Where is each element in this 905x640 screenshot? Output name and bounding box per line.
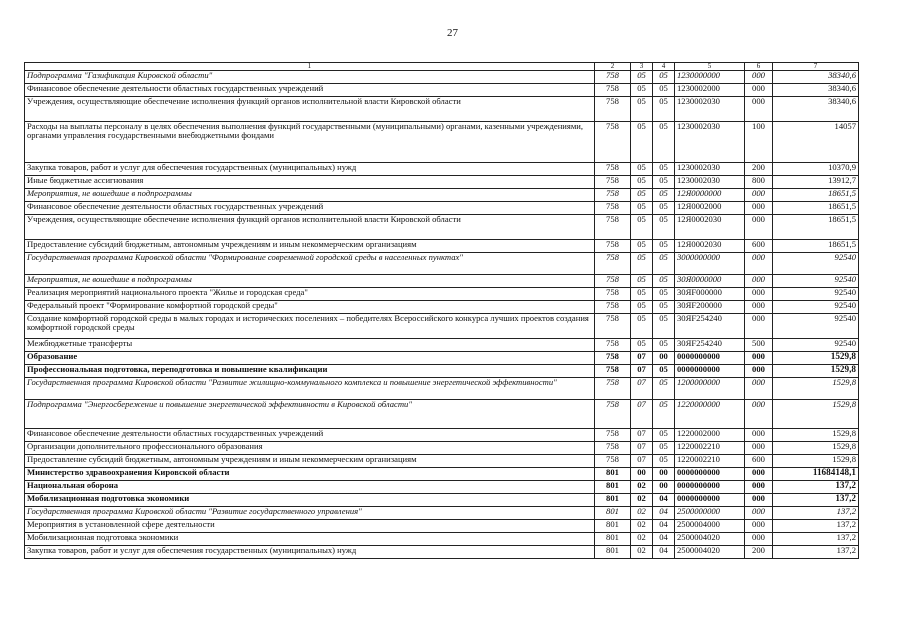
row-subsection-cell: 05 (653, 429, 675, 442)
table-row (25, 533, 859, 546)
row-code-cell: 758 (595, 378, 631, 400)
row-section-cell: 07 (631, 352, 653, 365)
row-name-cell: Мероприятия, не вошедшие в подпрограммы (25, 275, 595, 288)
row-amount-cell: 1529,8 (773, 352, 859, 365)
row-code-cell: 758 (595, 202, 631, 215)
row-name-cell: Финансовое обеспечение деятельности областных государственных учреждений (25, 429, 595, 442)
row-code-cell: 758 (595, 215, 631, 240)
row-target-cell: 30ЯF200000 (675, 301, 745, 314)
row-subsection-cell: 04 (653, 520, 675, 533)
row-name-cell: Мероприятия, не вошедшие в подпрограммы (25, 189, 595, 202)
row-amount-cell: 18651,5 (773, 202, 859, 215)
row-subsection-cell: 05 (653, 202, 675, 215)
row-code-cell: 758 (595, 176, 631, 189)
table-row (25, 507, 859, 520)
row-section-cell: 07 (631, 378, 653, 400)
row-subsection-cell: 05 (653, 176, 675, 189)
row-subsection-cell: 05 (653, 400, 675, 429)
table-row (25, 97, 859, 122)
row-expense-type-cell: 600 (745, 455, 773, 468)
row-subsection-cell: 05 (653, 97, 675, 122)
row-subsection-cell: 05 (653, 189, 675, 202)
header-row (25, 63, 859, 71)
row-code-cell: 801 (595, 507, 631, 520)
row-expense-type-cell: 000 (745, 429, 773, 442)
table-row (25, 468, 859, 481)
row-code-cell: 758 (595, 314, 631, 339)
row-expense-type-cell: 000 (745, 352, 773, 365)
row-section-cell: 05 (631, 288, 653, 301)
row-target-cell: 12Я0002000 (675, 202, 745, 215)
row-expense-type-cell: 100 (745, 122, 773, 163)
row-target-cell: 0000000000 (675, 481, 745, 494)
header-cell: 3 (631, 63, 653, 71)
row-target-cell: 30ЯF254240 (675, 339, 745, 352)
row-target-cell: 30Я0000000 (675, 275, 745, 288)
row-code-cell: 758 (595, 365, 631, 378)
row-target-cell: 12Я0002030 (675, 240, 745, 253)
table-row (25, 240, 859, 253)
table-row (25, 253, 859, 275)
row-target-cell: 1230000000 (675, 71, 745, 84)
row-section-cell: 05 (631, 163, 653, 176)
row-section-cell: 05 (631, 275, 653, 288)
row-amount-cell: 137,2 (773, 533, 859, 546)
row-amount-cell: 14057 (773, 122, 859, 163)
row-section-cell: 05 (631, 253, 653, 275)
row-target-cell: 12Я0002030 (675, 215, 745, 240)
row-code-cell: 758 (595, 253, 631, 275)
row-section-cell: 02 (631, 546, 653, 559)
row-name-cell: Национальная оборона (25, 481, 595, 494)
row-name-cell: Предоставление субсидий бюджетным, автономным учреждениям и иным некоммерческим организациям (25, 455, 595, 468)
row-amount-cell: 137,2 (773, 546, 859, 559)
row-name-cell: Федеральный проект "Формирование комфортной городской среды" (25, 301, 595, 314)
row-amount-cell: 13912,7 (773, 176, 859, 189)
row-target-cell: 1220000000 (675, 400, 745, 429)
row-amount-cell: 92540 (773, 253, 859, 275)
row-name-cell: Финансовое обеспечение деятельности областных государственных учреждений (25, 84, 595, 97)
row-section-cell: 05 (631, 97, 653, 122)
header-cell: 6 (745, 63, 773, 71)
row-amount-cell: 38340,6 (773, 97, 859, 122)
row-section-cell: 02 (631, 481, 653, 494)
row-subsection-cell: 05 (653, 84, 675, 97)
row-expense-type-cell: 000 (745, 97, 773, 122)
row-name-cell: Предоставление субсидий бюджетным, автономным учреждениям и иным некоммерческим организациям (25, 240, 595, 253)
row-target-cell: 1230002030 (675, 122, 745, 163)
row-amount-cell: 137,2 (773, 507, 859, 520)
row-expense-type-cell: 000 (745, 365, 773, 378)
row-expense-type-cell: 600 (745, 240, 773, 253)
row-section-cell: 07 (631, 442, 653, 455)
row-expense-type-cell: 000 (745, 481, 773, 494)
row-target-cell: 30ЯF000000 (675, 288, 745, 301)
row-expense-type-cell: 000 (745, 253, 773, 275)
row-name-cell: Организации дополнительного профессионального образования (25, 442, 595, 455)
row-amount-cell: 10370,9 (773, 163, 859, 176)
row-name-cell: Профессиональная подготовка, переподготовка и повышение квалификации (25, 365, 595, 378)
table-row (25, 546, 859, 559)
row-section-cell: 02 (631, 507, 653, 520)
row-name-cell: Закупка товаров, работ и услуг для обеспечения государственных (муниципальных) нужд (25, 163, 595, 176)
table-row (25, 455, 859, 468)
row-subsection-cell: 04 (653, 533, 675, 546)
row-expense-type-cell: 000 (745, 468, 773, 481)
row-name-cell: Подпрограмма "Газификация Кировской области" (25, 71, 595, 84)
row-code-cell: 758 (595, 275, 631, 288)
row-subsection-cell: 05 (653, 378, 675, 400)
row-expense-type-cell: 000 (745, 288, 773, 301)
row-amount-cell: 1529,8 (773, 455, 859, 468)
row-name-cell: Учреждения, осуществляющие обеспечение исполнения функций органов исполнительной власти Кировской области (25, 215, 595, 240)
row-code-cell: 801 (595, 494, 631, 507)
table-row (25, 288, 859, 301)
row-section-cell: 02 (631, 520, 653, 533)
row-target-cell: 1230002030 (675, 176, 745, 189)
table-row (25, 400, 859, 429)
row-section-cell: 05 (631, 215, 653, 240)
header-cell: 7 (773, 63, 859, 71)
table-row (25, 71, 859, 84)
table-row (25, 442, 859, 455)
row-name-cell: Расходы на выплаты персоналу в целях обеспечения выполнения функций государственными (муниципальными) органами, казенными учреждениями, органами управления государственными внебюджетными фондами (25, 122, 595, 163)
row-code-cell: 801 (595, 546, 631, 559)
row-code-cell: 758 (595, 429, 631, 442)
row-expense-type-cell: 800 (745, 176, 773, 189)
table-row (25, 122, 859, 163)
row-amount-cell: 92540 (773, 275, 859, 288)
row-amount-cell: 1529,8 (773, 429, 859, 442)
row-target-cell: 1200000000 (675, 378, 745, 400)
row-target-cell: 2500004020 (675, 533, 745, 546)
row-amount-cell: 1529,8 (773, 365, 859, 378)
row-target-cell: 0000000000 (675, 365, 745, 378)
row-expense-type-cell: 000 (745, 520, 773, 533)
row-name-cell: Иные бюджетные ассигнования (25, 176, 595, 189)
row-section-cell: 05 (631, 202, 653, 215)
row-expense-type-cell: 000 (745, 400, 773, 429)
table-row (25, 520, 859, 533)
row-name-cell: Закупка товаров, работ и услуг для обеспечения государственных (муниципальных) нужд (25, 546, 595, 559)
row-amount-cell: 92540 (773, 301, 859, 314)
row-name-cell: Подпрограмма "Энергосбережение и повышение энергетической эффективности в Кировской области" (25, 400, 595, 429)
row-name-cell: Государственная программа Кировской области "Развитие жилищно-коммунального комплекса и повышение энергетической эффективности" (25, 378, 595, 400)
row-expense-type-cell: 000 (745, 314, 773, 339)
table-row (25, 84, 859, 97)
row-code-cell: 801 (595, 533, 631, 546)
row-name-cell: Государственная программа Кировской области "Формирование современной городской среды в населенных пунктах" (25, 253, 595, 275)
row-code-cell: 758 (595, 288, 631, 301)
row-subsection-cell: 04 (653, 546, 675, 559)
row-section-cell: 07 (631, 455, 653, 468)
row-amount-cell: 92540 (773, 339, 859, 352)
row-amount-cell: 92540 (773, 314, 859, 339)
row-name-cell: Мобилизационная подготовка экономики (25, 494, 595, 507)
row-name-cell: Создание комфортной городской среды в малых городах и исторических поселениях – победителях Всероссийского конкурса лучших проектов создания комфортной городской среды (25, 314, 595, 339)
row-subsection-cell: 05 (653, 122, 675, 163)
row-section-cell: 07 (631, 429, 653, 442)
row-subsection-cell: 05 (653, 71, 675, 84)
row-expense-type-cell: 000 (745, 84, 773, 97)
row-code-cell: 758 (595, 189, 631, 202)
table-row (25, 365, 859, 378)
row-amount-cell: 137,2 (773, 481, 859, 494)
row-name-cell: Реализация мероприятий национального проекта "Жилье и городская среда" (25, 288, 595, 301)
row-subsection-cell: 00 (653, 352, 675, 365)
row-code-cell: 801 (595, 520, 631, 533)
table-row (25, 378, 859, 400)
row-section-cell: 05 (631, 240, 653, 253)
row-section-cell: 05 (631, 301, 653, 314)
table-row (25, 176, 859, 189)
row-subsection-cell: 05 (653, 288, 675, 301)
row-subsection-cell: 05 (653, 442, 675, 455)
row-subsection-cell: 05 (653, 455, 675, 468)
row-expense-type-cell: 500 (745, 339, 773, 352)
row-amount-cell: 137,2 (773, 494, 859, 507)
budget-table (24, 62, 859, 559)
row-target-cell: 0000000000 (675, 494, 745, 507)
table-row (25, 202, 859, 215)
row-section-cell: 05 (631, 176, 653, 189)
row-target-cell: 1220002210 (675, 442, 745, 455)
row-name-cell: Учреждения, осуществляющие обеспечение исполнения функций органов исполнительной власти Кировской области (25, 97, 595, 122)
row-code-cell: 758 (595, 122, 631, 163)
row-amount-cell: 38340,6 (773, 84, 859, 97)
row-section-cell: 05 (631, 189, 653, 202)
row-target-cell: 30ЯF254240 (675, 314, 745, 339)
table-row (25, 189, 859, 202)
row-name-cell: Мобилизационная подготовка экономики (25, 533, 595, 546)
row-section-cell: 00 (631, 468, 653, 481)
table-row (25, 429, 859, 442)
row-section-cell: 07 (631, 365, 653, 378)
row-code-cell: 758 (595, 339, 631, 352)
row-subsection-cell: 04 (653, 494, 675, 507)
row-subsection-cell: 05 (653, 240, 675, 253)
row-expense-type-cell: 000 (745, 189, 773, 202)
row-subsection-cell: 00 (653, 481, 675, 494)
row-subsection-cell: 05 (653, 314, 675, 339)
row-amount-cell: 1529,8 (773, 400, 859, 429)
table-row (25, 314, 859, 339)
row-expense-type-cell: 200 (745, 546, 773, 559)
header-cell: 4 (653, 63, 675, 71)
row-amount-cell: 11684148,1 (773, 468, 859, 481)
row-target-cell: 2500004020 (675, 546, 745, 559)
row-amount-cell: 18651,5 (773, 215, 859, 240)
row-expense-type-cell: 000 (745, 378, 773, 400)
row-code-cell: 801 (595, 481, 631, 494)
row-code-cell: 758 (595, 442, 631, 455)
header-cell: 5 (675, 63, 745, 71)
row-subsection-cell: 05 (653, 275, 675, 288)
row-section-cell: 05 (631, 84, 653, 97)
row-subsection-cell: 05 (653, 339, 675, 352)
row-target-cell: 3000000000 (675, 253, 745, 275)
row-subsection-cell: 00 (653, 468, 675, 481)
row-expense-type-cell: 000 (745, 301, 773, 314)
row-target-cell: 1220002210 (675, 455, 745, 468)
row-code-cell: 758 (595, 97, 631, 122)
row-section-cell: 05 (631, 339, 653, 352)
table-row (25, 352, 859, 365)
row-target-cell: 12Я0000000 (675, 189, 745, 202)
row-amount-cell: 38340,6 (773, 71, 859, 84)
row-code-cell: 758 (595, 163, 631, 176)
row-section-cell: 02 (631, 494, 653, 507)
row-expense-type-cell: 000 (745, 71, 773, 84)
row-target-cell: 1230002030 (675, 163, 745, 176)
row-code-cell: 758 (595, 301, 631, 314)
row-expense-type-cell: 000 (745, 494, 773, 507)
row-expense-type-cell: 000 (745, 533, 773, 546)
row-subsection-cell: 05 (653, 215, 675, 240)
row-target-cell: 1220002000 (675, 429, 745, 442)
row-section-cell: 07 (631, 400, 653, 429)
table-row (25, 481, 859, 494)
row-name-cell: Государственная программа Кировской области "Развитие государственного управления" (25, 507, 595, 520)
row-target-cell: 0000000000 (675, 352, 745, 365)
row-expense-type-cell: 000 (745, 202, 773, 215)
row-section-cell: 05 (631, 122, 653, 163)
row-code-cell: 758 (595, 84, 631, 97)
table-row (25, 339, 859, 352)
row-subsection-cell: 05 (653, 301, 675, 314)
row-name-cell: Финансовое обеспечение деятельности областных государственных учреждений (25, 202, 595, 215)
header-cell: 2 (595, 63, 631, 71)
page-number: 27 (447, 27, 458, 39)
row-name-cell: Министерство здравоохранения Кировской области (25, 468, 595, 481)
row-target-cell: 2500000000 (675, 507, 745, 520)
row-section-cell: 02 (631, 533, 653, 546)
row-name-cell: Мероприятия в установленной сфере деятельности (25, 520, 595, 533)
row-expense-type-cell: 000 (745, 442, 773, 455)
row-code-cell: 758 (595, 400, 631, 429)
table-row (25, 163, 859, 176)
row-subsection-cell: 05 (653, 163, 675, 176)
row-target-cell: 0000000000 (675, 468, 745, 481)
row-code-cell: 758 (595, 240, 631, 253)
row-target-cell: 1230002030 (675, 97, 745, 122)
row-amount-cell: 1529,8 (773, 378, 859, 400)
row-name-cell: Образование (25, 352, 595, 365)
row-code-cell: 758 (595, 352, 631, 365)
row-code-cell: 801 (595, 468, 631, 481)
row-expense-type-cell: 200 (745, 163, 773, 176)
row-code-cell: 758 (595, 455, 631, 468)
row-amount-cell: 1529,8 (773, 442, 859, 455)
row-amount-cell: 137,2 (773, 520, 859, 533)
row-target-cell: 2500004000 (675, 520, 745, 533)
row-section-cell: 05 (631, 314, 653, 339)
row-subsection-cell: 05 (653, 253, 675, 275)
row-section-cell: 05 (631, 71, 653, 84)
table-row (25, 301, 859, 314)
row-subsection-cell: 05 (653, 365, 675, 378)
table-row (25, 494, 859, 507)
row-code-cell: 758 (595, 71, 631, 84)
table-row (25, 275, 859, 288)
header-cell: 1 (25, 63, 595, 71)
row-amount-cell: 18651,5 (773, 240, 859, 253)
row-target-cell: 1230002000 (675, 84, 745, 97)
row-amount-cell: 92540 (773, 288, 859, 301)
row-expense-type-cell: 000 (745, 215, 773, 240)
row-subsection-cell: 04 (653, 507, 675, 520)
table-row (25, 215, 859, 240)
row-name-cell: Межбюджетные трансферты (25, 339, 595, 352)
row-amount-cell: 18651,5 (773, 189, 859, 202)
row-expense-type-cell: 000 (745, 275, 773, 288)
row-expense-type-cell: 000 (745, 507, 773, 520)
